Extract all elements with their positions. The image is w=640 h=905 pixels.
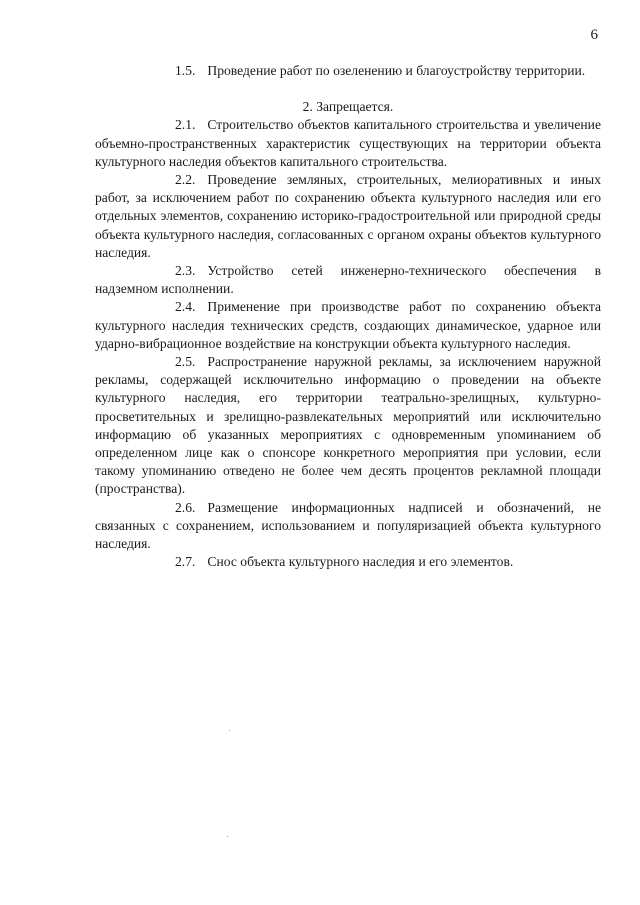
item-text: Распространение наружной рекламы, за исключением наружной рекламы, содержащей исключительно информацию о проведении на объекте культурного наследия, его территории театрально-зрелищных, культурно-просветительных и зрелищно-развлекательных мероприятий или исключительно информацию об указанных мероприятиях с одновременным упоминанием об определенном лице как о спонсоре конкретного мероприятия при условии, если такому упоминанию отведено не более чем десять процентов рекламной площади (пространства). [95,354,601,497]
item-text: Устройство сетей инженерно-технического обеспечения в надземном исполнении. [95,263,601,297]
document-body [95,62,601,571]
list-item-2-5 [95,353,601,499]
item-text: Строительство объектов капитального строительства и увеличение объемно-пространственных характеристик существующих на территории объекта культурного наследия объектов капитального строительства. [95,117,601,169]
list-item-2-6 [95,499,601,554]
section-heading: 2. Запрещается. [302,99,394,115]
scan-speck [229,730,230,731]
item-number: 2.2. [175,172,196,188]
item-text: Проведение земляных, строительных, мелиоративных и иных работ, за исключением работ по сохранению объекта культурного наследия или его отдельных элементов, сохранению историко-градостроительной или природной среды объекта культурного наследия, согласованных с органом охраны объектов культурного наследия. [95,172,601,260]
item-number: 2.4. [175,299,196,315]
list-item-2-2 [95,171,601,262]
list-item-1-5 [95,62,601,80]
item-text: Снос объекта культурного наследия и его элементов. [207,554,514,570]
item-number: 1.5. [175,63,196,78]
list-item-2-3 [95,262,601,298]
page-number: 6 [590,27,598,43]
list-item-2-1 [95,116,601,171]
item-number: 2.6. [175,499,196,515]
item-number: 2.3. [175,263,196,279]
item-text: Проведение работ по озеленению и благоустройству территории. [207,63,586,78]
item-text: Применение при производстве работ по сохранению объекта культурного наследия технических средств, создающих динамическое, ударное или ударно-вибрационное воздействие на конструкции объекта культурного наследия. [95,299,601,351]
list-item-2-4 [95,298,601,353]
scan-speck [227,836,228,837]
item-number: 2.7. [175,554,196,570]
list-item-2-7 [95,553,601,571]
item-number: 2.1. [175,117,196,133]
item-number: 2.5. [175,354,196,370]
item-text: Размещение информационных надписей и обозначений, не связанных с сохранением, использованием и популяризацией объекта культурного наследия. [95,499,601,552]
